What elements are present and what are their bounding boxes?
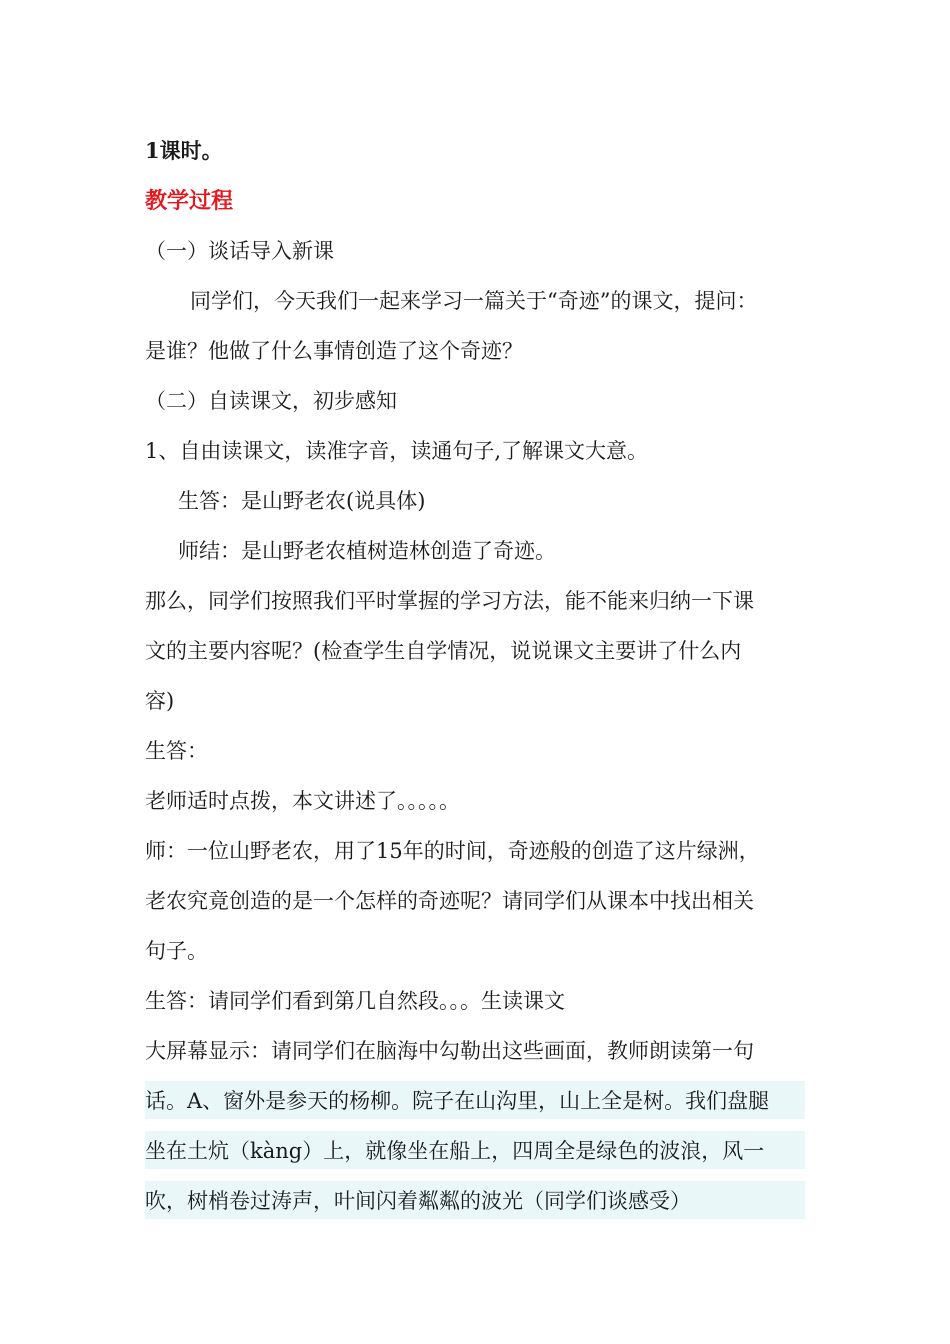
paragraph-line: 1、自由读课文，读准字音，读通句子,了解课文大意。 [145, 439, 649, 463]
paragraph-line: 师：一位山野老农，用了15年的时间，奇迹般的创造了这片绿洲， [145, 839, 760, 863]
step-heading-one: （一）谈话导入新课 [145, 239, 334, 263]
step-heading-two: （二）自读课文，初步感知 [145, 389, 397, 413]
quote-line: 话。A、窗外是参天的杨柳。院子在山沟里，山上全是树。我们盘腿 [145, 1089, 770, 1113]
quote-line: 坐在土炕（kàng）上，就像坐在船上，四周全是绿色的波浪，风一 [145, 1139, 765, 1163]
paragraph-line: 文的主要内容呢？(检查学生自学情况，说说课文主要讲了什么内 [145, 639, 742, 663]
paragraph-line: 生答： [145, 739, 208, 763]
paragraph-line: 老师适时点拨，本文讲述了。。。。。 [145, 789, 460, 813]
lesson-duration: 1课时。 [145, 138, 223, 163]
paragraph-line: 是谁？他做了什么事情创造了这个奇迹？ [145, 339, 523, 363]
paragraph-line: 那么，同学们按照我们平时掌握的学习方法，能不能来归纳一下课 [145, 589, 754, 613]
section-heading-teaching-process: 教学过程 [145, 188, 234, 214]
quote-line: 吹，树梢卷过涛声，叶间闪着粼粼的波光（同学们谈感受） [145, 1189, 691, 1213]
paragraph-line: 同学们，今天我们一起来学习一篇关于“奇迹”的课文，提问： [190, 289, 758, 313]
paragraph-line: 大屏幕显示：请同学们在脑海中勾勒出这些画面，教师朗读第一句 [145, 1039, 754, 1063]
paragraph-line: 生答：是山野老农(说具体) [178, 489, 426, 513]
paragraph-line: 句子。 [145, 939, 208, 963]
paragraph-line: 师结：是山野老农植树造林创造了奇迹。 [178, 539, 556, 563]
paragraph-line: 老农究竟创造的是一个怎样的奇迹呢？请同学们从课本中找出相关 [145, 889, 754, 913]
paragraph-line: 容) [145, 689, 175, 713]
paragraph-line: 生答：请同学们看到第几自然段。。。生读课文 [145, 989, 565, 1013]
